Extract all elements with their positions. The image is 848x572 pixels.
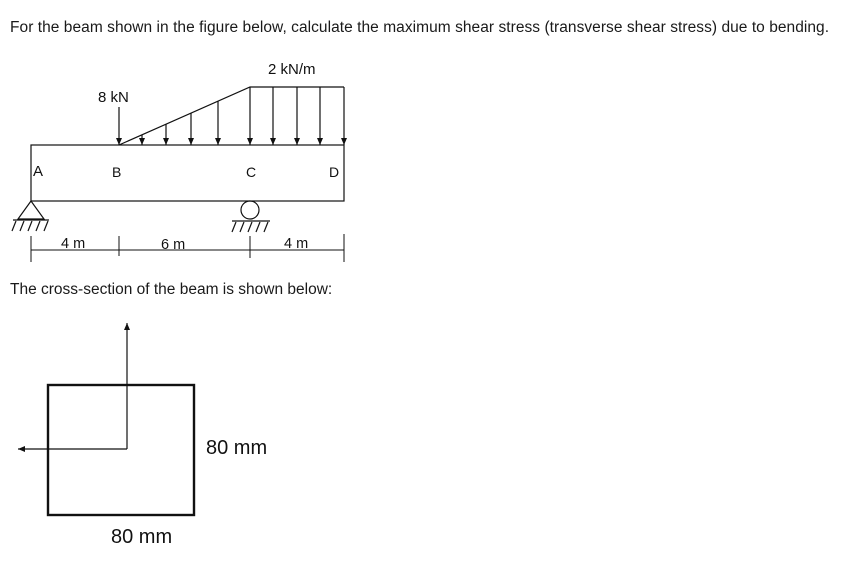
- span-label-bc: 6 m: [161, 237, 186, 253]
- point-label-d: D: [329, 164, 340, 180]
- span-label-cd: 4 m: [284, 236, 309, 252]
- width-label: 80 mm: [111, 526, 173, 548]
- distributed-load-arrows: [142, 87, 344, 145]
- point-label-c: C: [246, 164, 257, 180]
- span-label-ab: 4 m: [61, 236, 86, 252]
- point-load-label: 8 kN: [98, 89, 129, 106]
- point-label-b: B: [112, 164, 122, 180]
- cross-section-square: [48, 385, 194, 515]
- point-label-a: A: [33, 163, 44, 180]
- distributed-load-outline: [119, 87, 344, 145]
- pin-support-a: [12, 201, 49, 231]
- question-text: For the beam shown in the figure below, calculate the maximum shear stress (transverse shear stress) due to bending.: [10, 19, 830, 36]
- cross-section-intro: The cross-section of the beam is shown below:: [10, 281, 333, 298]
- roller-support-c: [232, 201, 270, 232]
- beam-body: [31, 145, 344, 201]
- height-label: 80 mm: [206, 437, 268, 459]
- distributed-load-label: 2 kN/m: [268, 61, 316, 78]
